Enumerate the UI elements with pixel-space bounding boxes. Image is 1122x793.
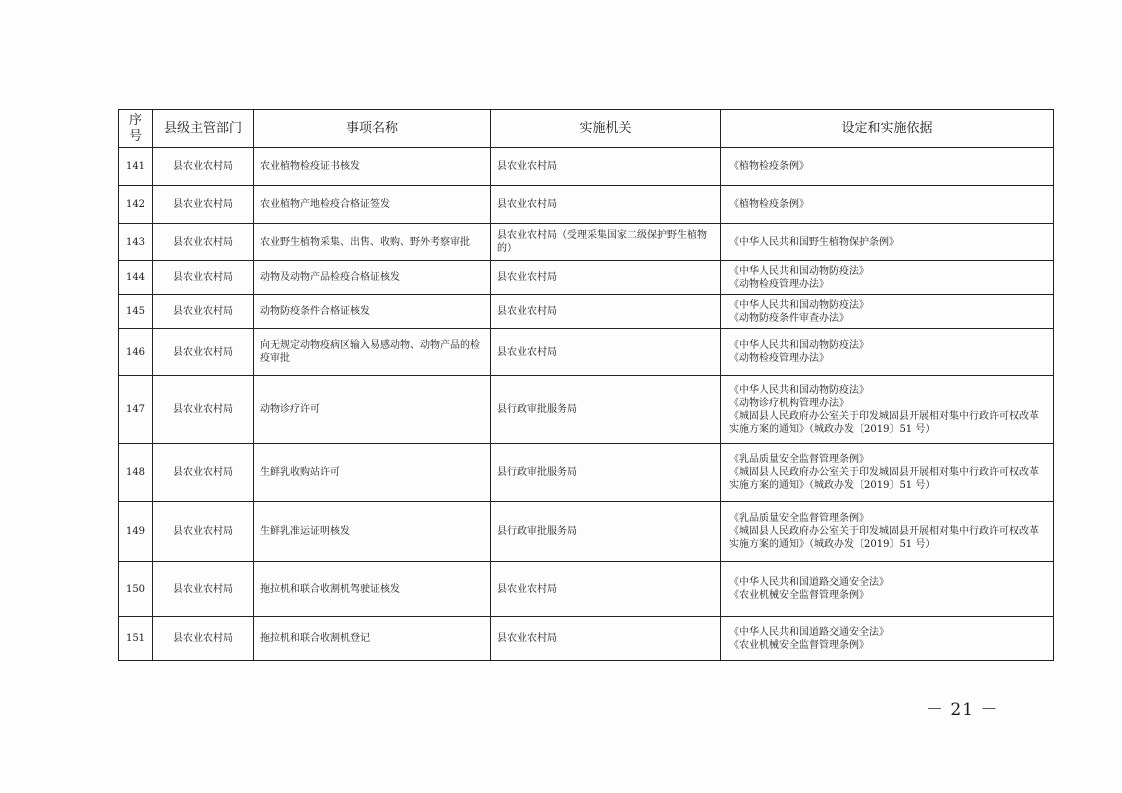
basis-cell — [721, 261, 1054, 295]
basis-cell — [721, 329, 1054, 376]
approval-items-table-container — [118, 109, 1053, 661]
table-row — [119, 261, 1054, 295]
basis-line: 《城固县人民政府办公室关于印发城固县开展相对集中行政许可权改革实施方案的通知》（城政办发〔2019〕51 号） — [729, 526, 1039, 550]
header-agency: 实施机关 — [491, 110, 721, 148]
item-name-cell: 农业植物检疫证书核发 — [254, 148, 491, 186]
table-row — [119, 376, 1054, 444]
table-row — [119, 148, 1054, 186]
row-number-cell: 151 — [119, 617, 153, 661]
item-name-cell: 农业植物产地检疫合格证签发 — [254, 186, 491, 224]
basis-line: 《中华人民共和国动物防疫法》 — [729, 384, 869, 396]
table-row — [119, 502, 1054, 562]
agency-cell: 县农业农村局 — [491, 295, 721, 329]
agency-cell: 县农业农村局 — [491, 329, 721, 376]
table-row — [119, 295, 1054, 329]
dept-cell: 县农业农村局 — [153, 329, 254, 376]
basis-line: 《中华人民共和国动物防疫法》 — [729, 265, 869, 277]
basis-line: 《动物检疫管理办法》 — [729, 278, 829, 290]
item-name-cell: 拖拉机和联合收割机登记 — [254, 617, 491, 661]
header-seq — [119, 110, 153, 148]
row-number-cell: 143 — [119, 224, 153, 261]
item-name-cell: 动物及动物产品检疫合格证核发 — [254, 261, 491, 295]
item-name-cell: 动物防疫条件合格证核发 — [254, 295, 491, 329]
agency-cell: 县农业农村局 — [491, 261, 721, 295]
approval-items-table — [118, 109, 1054, 661]
row-number-cell: 148 — [119, 444, 153, 502]
page-number: － 21 － — [926, 700, 999, 720]
table-header-row — [119, 110, 1054, 148]
dept-cell: 县农业农村局 — [153, 261, 254, 295]
basis-line: 《动物检疫管理办法》 — [729, 353, 829, 364]
basis-cell — [721, 376, 1054, 444]
table-row — [119, 329, 1054, 376]
basis-line: 《城固县人民政府办公室关于印发城固县开展相对集中行政许可权改革实施方案的通知》（城政办发〔2019〕51 号） — [729, 467, 1039, 491]
item-name-cell: 拖拉机和联合收割机驾驶证核发 — [254, 562, 491, 617]
basis-line: 《植物检疫条例》 — [729, 161, 809, 172]
table-row — [119, 444, 1054, 502]
basis-line: 《乳品质量安全监督管理条例》 — [729, 513, 869, 524]
table-row — [119, 617, 1054, 661]
basis-line: 《中华人民共和国动物防疫法》 — [729, 299, 869, 311]
basis-cell — [721, 148, 1054, 186]
basis-line: 《植物检疫条例》 — [729, 199, 809, 210]
basis-line: 《动物诊疗机构管理办法》 — [729, 397, 849, 409]
agency-cell: 县行政审批服务局 — [491, 376, 721, 444]
row-number-cell: 147 — [119, 376, 153, 444]
table-row — [119, 224, 1054, 261]
basis-cell — [721, 224, 1054, 261]
dept-cell: 县农业农村局 — [153, 502, 254, 562]
basis-cell — [721, 444, 1054, 502]
header-basis: 设定和实施依据 — [721, 110, 1054, 148]
dept-cell: 县农业农村局 — [153, 444, 254, 502]
dept-cell: 县农业农村局 — [153, 186, 254, 224]
row-number-cell: 146 — [119, 329, 153, 376]
agency-cell: 县农业农村局（受理采集国家二级保护野生植物的） — [491, 224, 721, 261]
item-name-cell: 农业野生植物采集、出售、收购、野外考察审批 — [254, 224, 491, 261]
basis-line: 《动物防疫条件审查办法》 — [729, 312, 849, 324]
item-name-cell: 生鲜乳收购站许可 — [254, 444, 491, 502]
agency-cell: 县农业农村局 — [491, 148, 721, 186]
basis-line: 《中华人民共和国道路交通安全法》 — [729, 577, 889, 588]
basis-cell — [721, 295, 1054, 329]
table-row — [119, 186, 1054, 224]
header-seq-line-1: 序 — [128, 112, 142, 128]
basis-cell — [721, 502, 1054, 562]
dept-cell: 县农业农村局 — [153, 617, 254, 661]
dept-cell: 县农业农村局 — [153, 224, 254, 261]
row-number-cell: 149 — [119, 502, 153, 562]
basis-line: 《中华人民共和国野生植物保护条例》 — [729, 236, 899, 248]
basis-cell — [721, 562, 1054, 617]
basis-cell — [721, 186, 1054, 224]
header-item: 事项名称 — [254, 110, 491, 148]
header-seq-line-2: 号 — [128, 128, 142, 144]
header-dept: 县级主管部门 — [153, 110, 254, 148]
basis-line: 《农业机械安全监督管理条例》 — [729, 590, 869, 601]
row-number-cell: 145 — [119, 295, 153, 329]
row-number-cell: 142 — [119, 186, 153, 224]
dept-cell: 县农业农村局 — [153, 295, 254, 329]
item-name-cell: 向无规定动物疫病区输入易感动物、动物产品的检疫审批 — [254, 329, 491, 376]
row-number-cell: 141 — [119, 148, 153, 186]
basis-line: 《中华人民共和国动物防疫法》 — [729, 340, 869, 351]
row-number-cell: 150 — [119, 562, 153, 617]
agency-cell: 县行政审批服务局 — [491, 502, 721, 562]
basis-line: 《中华人民共和国道路交通安全法》 — [729, 626, 889, 638]
agency-cell: 县农业农村局 — [491, 617, 721, 661]
agency-cell: 县农业农村局 — [491, 562, 721, 617]
table-row — [119, 562, 1054, 617]
basis-line: 《城固县人民政府办公室关于印发城固县开展相对集中行政许可权改革实施方案的通知》（城政办发〔2019〕51 号） — [729, 410, 1039, 435]
item-name-cell: 生鲜乳准运证明核发 — [254, 502, 491, 562]
dept-cell: 县农业农村局 — [153, 562, 254, 617]
basis-cell — [721, 617, 1054, 661]
agency-cell: 县农业农村局 — [491, 186, 721, 224]
basis-line: 《农业机械安全监督管理条例》 — [729, 639, 869, 651]
agency-cell: 县行政审批服务局 — [491, 444, 721, 502]
basis-line: 《乳品质量安全监督管理条例》 — [729, 454, 869, 465]
dept-cell: 县农业农村局 — [153, 376, 254, 444]
item-name-cell: 动物诊疗许可 — [254, 376, 491, 444]
row-number-cell: 144 — [119, 261, 153, 295]
dept-cell: 县农业农村局 — [153, 148, 254, 186]
table-body — [119, 148, 1054, 661]
